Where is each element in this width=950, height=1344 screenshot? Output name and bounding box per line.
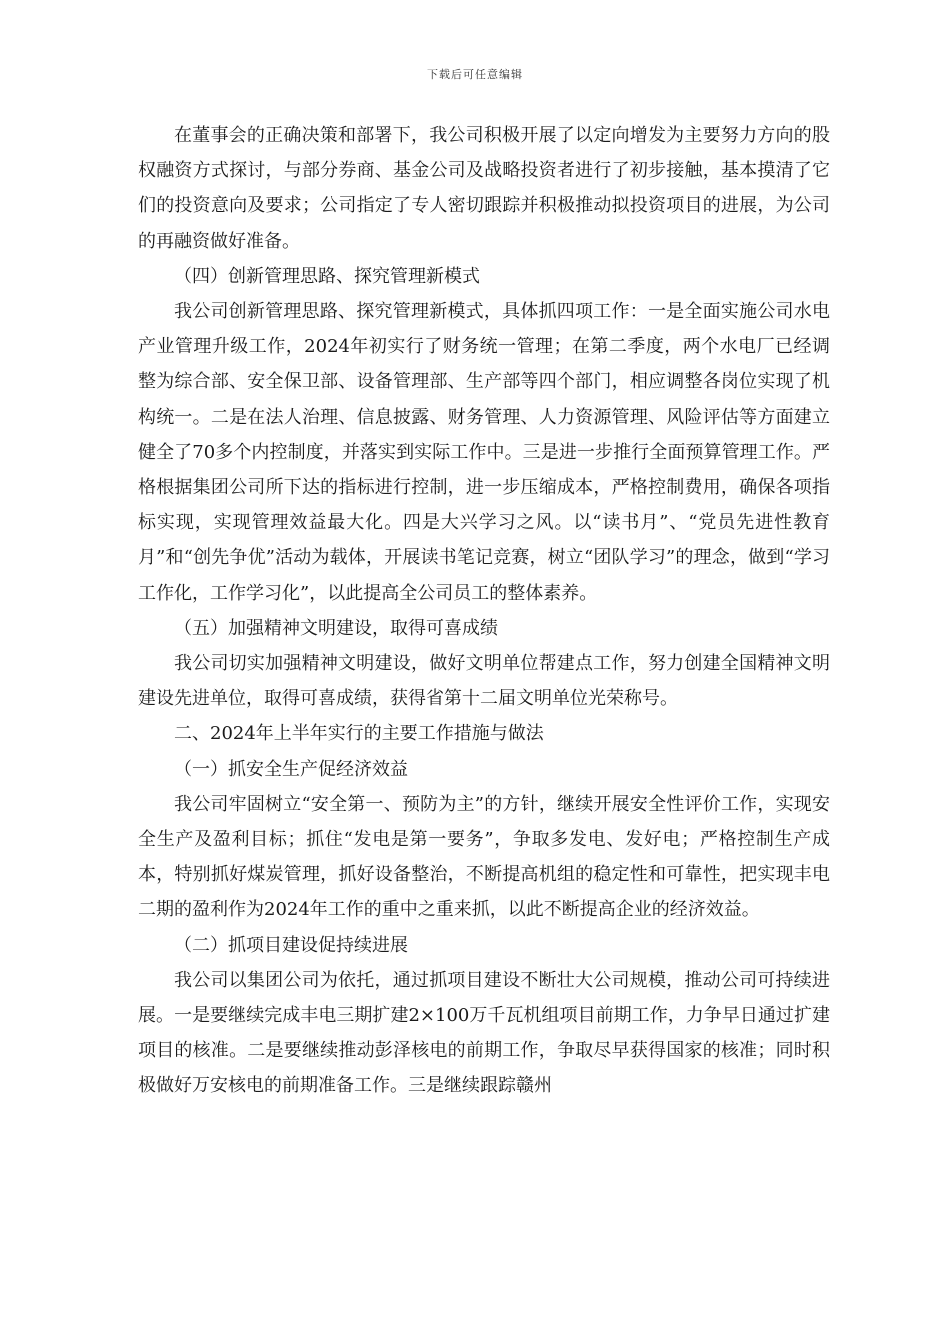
paragraph-equity-financing: 在董事会的正确决策和部署下，我公司积极开展了以定向增发为主要努力方向的股权融资方式探讨，与部分券商、基金公司及战略投资者进行了初步接触，基本摸清了它们的投资意向及要求；公司指定了专人密切跟踪并积极推动拟投资项目的进展，为公司的再融资做好准备。 [138, 125, 830, 252]
document-body [138, 118, 830, 1104]
section-heading-1: （一）抓安全生产促经济效益 [174, 758, 408, 780]
section-heading-4: （四）创新管理思路、探究管理新模式 [174, 265, 480, 287]
paragraph-project-construction: 我公司以集团公司为依托，通过抓项目建设不断壮大公司规模，推动公司可持续进展。一是要继续完成丰电三期扩建2×100万千瓦机组项目前期工作，力争早日通过扩建项目的核准。二是要继续推动彭泽核电的前期工作，争取尽早获得国家的核准；同时积极做好万安核电的前期准备工作。三是继续跟踪赣州 [138, 969, 830, 1097]
section-heading-5: （五）加强精神文明建设，取得可喜成绩 [174, 617, 498, 639]
paragraph-spiritual-civilization: 我公司切实加强精神文明建设，做好文明单位帮建点工作，努力创建全国精神文明建设先进单位，取得可喜成绩，获得省第十二届文明单位光荣称号。 [138, 653, 830, 710]
chapter-heading-2: 二、2024年上半年实行的主要工作措施与做法 [174, 723, 544, 745]
page-header-note: 下载后可任意编辑 [427, 68, 523, 81]
section-heading-2: （二）抓项目建设促持续进展 [174, 934, 408, 956]
paragraph-safety-production: 我公司牢固树立“安全第一、预防为主”的方针，继续开展安全性评价工作，实现安全生产及盈利目标；抓住“发电是第一要务”，争取多发电、发好电；严格控制生产成本，特别抓好煤炭管理，抓好设备整治，不断提高机组的稳定性和可靠性，把实现丰电二期的盈利作为2024年工作的重中之重来抓，以此不断提高企业的经济效益。 [138, 793, 830, 921]
paragraph-management-innovation: 我公司创新管理思路、探究管理新模式，具体抓四项工作：一是全面实施公司水电产业管理升级工作，2024年初实行了财务统一管理；在第二季度，两个水电厂已经调整为综合部、安全保卫部、设备管理部、生产部等四个部门，相应调整各岗位实现了机构统一。二是在法人治理、信息披露、财务管理、人力资源管理、风险评估等方面建立健全了70多个内控制度，并落实到实际工作中。三是进一步推行全面预算管理工作。严格根据集团公司所下达的指标进行控制，进一步压缩成本，严格控制费用，确保各项指标实现，实现管理效益最大化。四是大兴学习之风。以“读书月”、“党员先进性教育月”和“创先争优”活动为载体，开展读书笔记竞赛，树立“团队学习”的理念，做到“学习工作化，工作学习化”，以此提高全公司员工的整体素养。 [138, 301, 830, 604]
